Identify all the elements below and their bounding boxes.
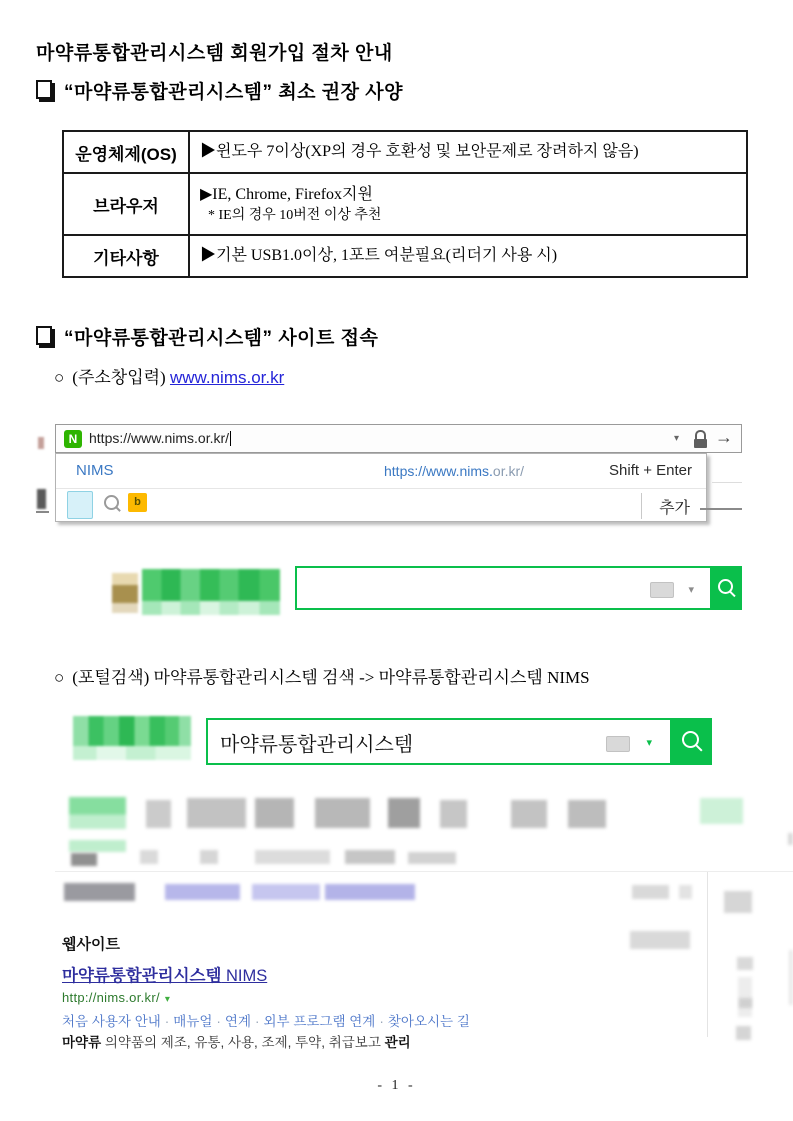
bing-icon[interactable]: b bbox=[128, 493, 147, 512]
circle-marker: ○ bbox=[54, 668, 65, 687]
spec-row-browser-label: 브라우저 bbox=[63, 173, 189, 235]
blurred-filter bbox=[69, 840, 126, 852]
spec-table bbox=[62, 130, 748, 278]
blurred-tab[interactable] bbox=[255, 798, 294, 828]
blurred-filter bbox=[255, 850, 330, 864]
blurred-sidebar-item bbox=[739, 998, 752, 1008]
blurred-filter bbox=[408, 852, 456, 864]
spec-row-etc-value: ▶기본 USB1.0이상, 1포트 여분필요(리더기 사용 시) bbox=[200, 247, 558, 265]
search-provider-row bbox=[56, 489, 706, 522]
go-arrow-icon[interactable]: → bbox=[715, 427, 733, 447]
edge-artifact bbox=[37, 489, 46, 509]
edge-artifact bbox=[38, 437, 44, 449]
table-row bbox=[63, 173, 747, 235]
naver-favicon: N bbox=[64, 430, 82, 448]
portal-search-line bbox=[54, 663, 590, 688]
blurred-label bbox=[64, 883, 135, 901]
blurred-tab[interactable] bbox=[146, 800, 171, 828]
edge-artifact bbox=[36, 511, 49, 513]
blurred-link[interactable] bbox=[165, 884, 240, 900]
blurred-tab[interactable] bbox=[511, 800, 547, 828]
search-icon bbox=[682, 731, 699, 748]
edge-artifact bbox=[788, 833, 793, 845]
lock-icon bbox=[694, 430, 707, 448]
blurred-filter bbox=[345, 850, 395, 864]
section-heading-access bbox=[36, 323, 378, 350]
section-heading-access-text: “마약류통합관리시스템” 사이트 접속 bbox=[64, 328, 379, 349]
suggestion-row[interactable] bbox=[56, 454, 706, 489]
section-heading-spec bbox=[36, 77, 403, 104]
blurred-tab[interactable] bbox=[315, 798, 370, 828]
search-input[interactable] bbox=[218, 720, 569, 765]
blurred-tab[interactable] bbox=[568, 800, 606, 828]
blurred-link[interactable] bbox=[252, 884, 320, 900]
spec-row-os-value: ▶윈도우 7이상(XP의 경우 호환성 및 보안문제로 장려하지 않음) bbox=[200, 143, 639, 161]
blurred-tab-active[interactable] bbox=[69, 797, 126, 829]
spec-row-etc-label: 기타사항 bbox=[63, 235, 189, 277]
blurred-sidebar-item bbox=[737, 957, 753, 970]
result-title-link[interactable]: 마약류통합관리시스템 NIMS bbox=[62, 967, 268, 985]
address-url-text: https://www.nims.or.kr/ bbox=[89, 430, 230, 446]
section-heading-spec-text: “마약류통합관리시스템” 최소 권장 사양 bbox=[64, 82, 404, 103]
spec-row-os-label: 운영체제(OS) bbox=[63, 131, 189, 173]
sitelink[interactable]: 외부 프로그램 연계 bbox=[263, 1014, 376, 1029]
result-description: 마약류 의약품의 제조, 유통, 사용, 조제, 투약, 취급보고 관리 bbox=[62, 1035, 411, 1050]
browser-chrome-edge bbox=[712, 482, 742, 483]
blurred-tab[interactable] bbox=[187, 798, 246, 828]
keyboard-icon[interactable] bbox=[606, 736, 630, 752]
address-suggestion-dropdown bbox=[55, 453, 707, 522]
search-input[interactable] bbox=[307, 568, 621, 610]
search-box-empty[interactable] bbox=[295, 566, 712, 610]
spec-row-browser-note: * IE의 경우 10버전 이상 추천 bbox=[208, 207, 382, 223]
keyboard-icon[interactable] bbox=[650, 582, 674, 598]
blurred-filter bbox=[140, 850, 158, 864]
sitelink[interactable]: 찾아오시는 길 bbox=[387, 1014, 470, 1029]
sitelink[interactable]: 처음 사용자 안내 bbox=[62, 1014, 161, 1029]
blurred-control bbox=[632, 885, 669, 899]
page-number: - 1 - bbox=[377, 1078, 416, 1093]
spec-row-browser-value: ▶IE, Chrome, Firefox지원 bbox=[200, 185, 373, 203]
suggestion-title[interactable]: NIMS bbox=[76, 462, 114, 479]
suggestion-url: https://www.nims.or.kr/ bbox=[384, 463, 525, 479]
search-box-query[interactable] bbox=[206, 718, 672, 765]
blurred-tab[interactable] bbox=[388, 798, 420, 828]
circle-marker: ○ bbox=[54, 368, 65, 387]
result-sitelinks: 처음 사용자 안내 · 매뉴얼 · 연계 · 외부 프로그램 연계 · 찾아오시는 길 bbox=[62, 1014, 470, 1029]
blurred-sidebar-item bbox=[724, 891, 752, 913]
table-row bbox=[63, 235, 747, 277]
search-button[interactable] bbox=[672, 718, 712, 765]
browser-address-bar[interactable] bbox=[55, 424, 742, 453]
divider bbox=[55, 871, 793, 872]
sitelink[interactable]: 매뉴얼 bbox=[173, 1014, 213, 1029]
blurred-control bbox=[679, 885, 692, 899]
search-button[interactable] bbox=[710, 566, 742, 610]
square-bullet-icon bbox=[36, 80, 52, 99]
provider-checkbox[interactable] bbox=[67, 491, 93, 519]
divider bbox=[707, 872, 708, 1037]
blurred-control bbox=[630, 931, 690, 949]
blurred-tab[interactable] bbox=[440, 800, 467, 828]
table-row bbox=[63, 131, 747, 173]
address-entry-label: (주소창입력) bbox=[72, 368, 166, 387]
chevron-down-icon[interactable]: ▾ bbox=[688, 584, 694, 596]
blurred-tab[interactable] bbox=[700, 798, 743, 824]
square-bullet-icon bbox=[36, 326, 52, 345]
naver-logo-blurred bbox=[73, 716, 191, 762]
divider bbox=[641, 493, 642, 519]
add-provider-button[interactable]: 추가 bbox=[659, 500, 690, 517]
search-icon bbox=[104, 495, 119, 510]
blurred-filter bbox=[200, 850, 218, 864]
text-cursor bbox=[230, 431, 231, 446]
chevron-down-icon[interactable]: ▾ bbox=[164, 994, 171, 1005]
blurred-sidebar-item bbox=[736, 1026, 751, 1040]
blurred-filter bbox=[71, 853, 97, 866]
chevron-down-icon[interactable]: ▾ bbox=[673, 433, 679, 444]
nims-url-link[interactable]: www.nims.or.kr bbox=[169, 368, 285, 387]
edge-artifact bbox=[789, 950, 793, 1005]
result-url: http://nims.or.kr/ ▾ bbox=[62, 990, 171, 1005]
naver-logo-blurred bbox=[112, 565, 280, 617]
blurred-sidebar-item bbox=[738, 977, 752, 1017]
chevron-down-icon[interactable]: ▾ bbox=[646, 737, 652, 749]
browser-chrome-edge bbox=[700, 508, 742, 510]
blurred-link[interactable] bbox=[325, 884, 415, 900]
portal-search-text: (포털검색) 마약류통합관리시스템 검색 -> 마약류통합관리시스템 NIMS bbox=[72, 668, 590, 687]
sitelink[interactable]: 연계 bbox=[224, 1014, 252, 1029]
search-icon bbox=[718, 579, 733, 594]
page-title: 마약류통합관리시스템 회원가입 절차 안내 bbox=[36, 43, 393, 64]
suggestion-shortcut-hint: Shift + Enter bbox=[609, 462, 692, 479]
web-section-label: 웹사이트 bbox=[62, 936, 120, 953]
address-entry-line bbox=[54, 363, 284, 388]
